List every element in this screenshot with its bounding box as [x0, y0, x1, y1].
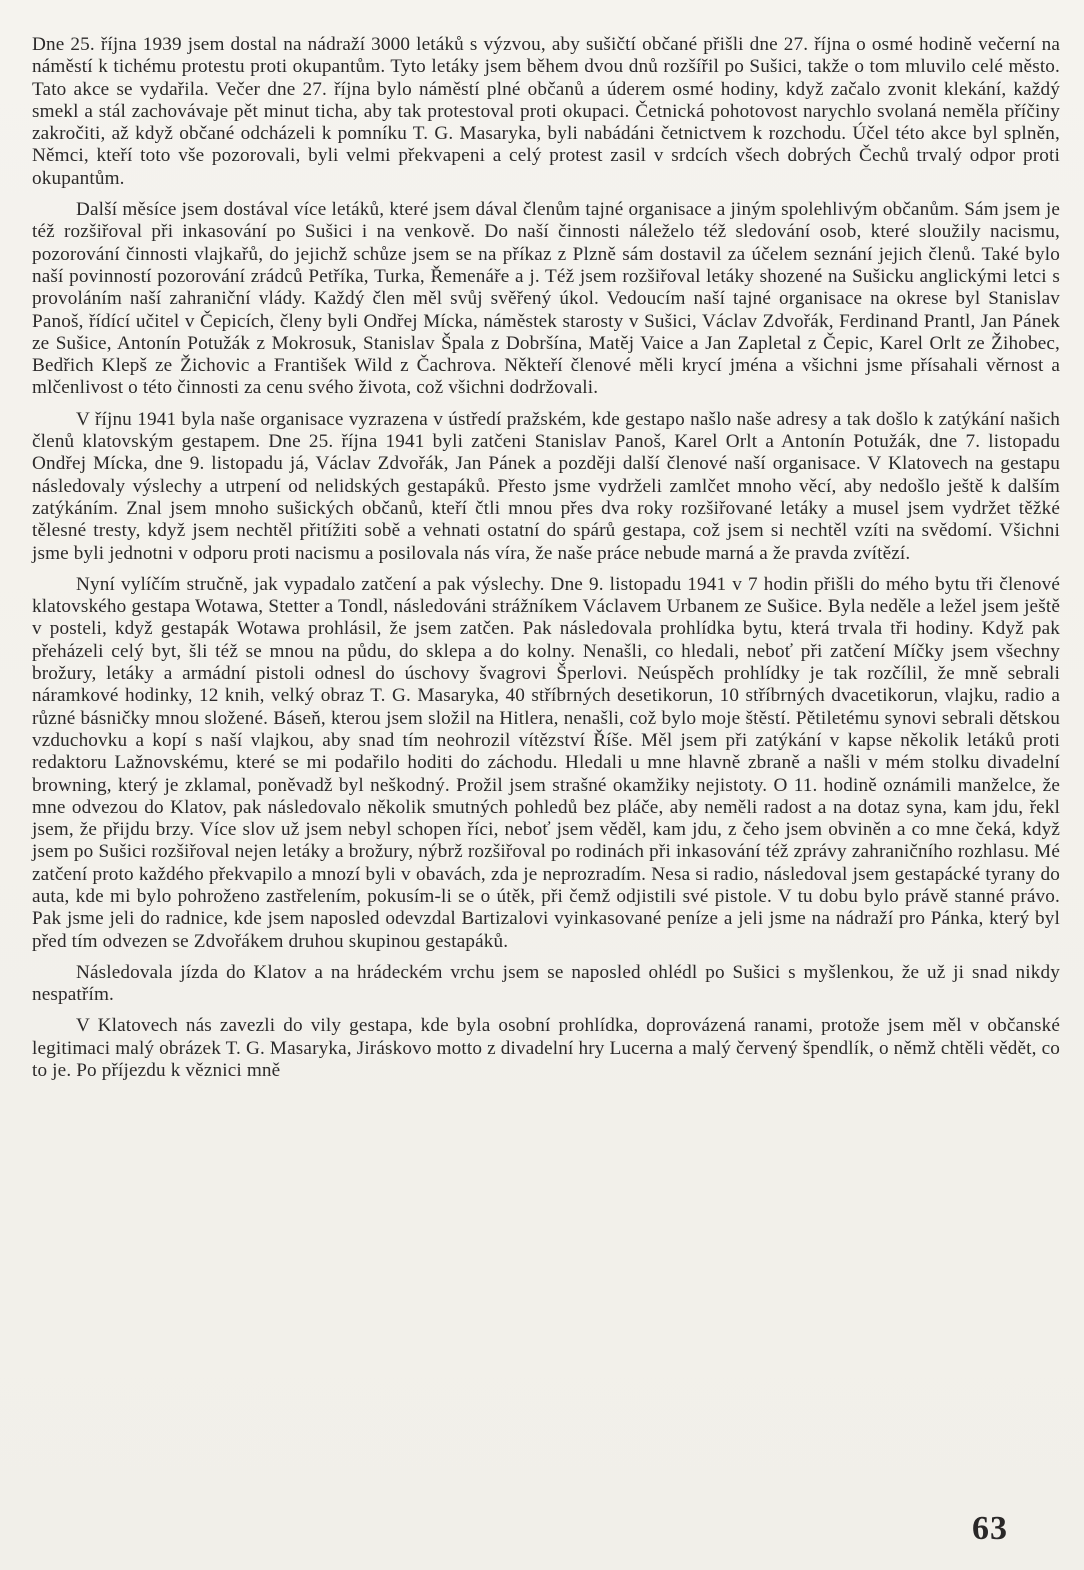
paragraph-3: V říjnu 1941 byla naše organisace vyzrazena v ústředí pražském, kde gestapo našlo naše adresy a tak došlo k zatýkání našich členů klatovským gestapem. Dne 25. října 1941 byli zatčeni Stanislav Panoš, Karel Orlt a Antonín Potužák, dne 7. listopadu Ondřej Mícka, dne 9. listopadu já, Václav Zdvořák, Jan Pánek a později další členové naší organisace. V Klatovech na gestapu následovaly výslechy a utrpení od nelidských gestapáků. Přesto jsme vydrželi zamlčet mnoho věcí, aby nedošlo ještě k dalším zatýkáním. Znal jsem mnoho sušických občanů, kteří čtli mnou přes dva roky rozšiřované letáky a musel jsem vydržet těžké tělesné tresty, když jsem nechtěl přitížiti sobě a vehnati ostatní do spárů gestapa, což jsem si nechtěl vzíti na svědomí. Všichni jsme byli jednotni v odporu proti nacismu a posilovala nás víra, že naše práce nebude marná a že pravda zvítězí.	[32, 408, 1060, 564]
paragraph-6: V Klatovech nás zavezli do vily gestapa, kde byla osobní prohlídka, doprovázená ranami, protože jsem měl v občanské legitimaci malý obrázek T. G. Masaryka, Jiráskovo motto z divadelní hry Lucerna a malý červený špendlík, o němž chtěli vědět, co to je. Po příjezdu k věznici mně	[32, 1015, 1060, 1082]
paragraph-5: Následovala jízda do Klatov a na hrádeckém vrchu jsem se naposled ohlédl po Sušici s myšlenkou, že už ji snad nikdy nespatřím.	[32, 961, 1060, 1006]
body-text	[32, 34, 1060, 1091]
paragraph-1: Dne 25. října 1939 jsem dostal na nádraží 3000 letáků s výzvou, aby sušičtí občané přišli dne 27. října o osmé hodině večerní na náměstí k tichému protestu proti okupantům. Tyto letáky jsem během dvou dnů rozšířil po Sušici, takže o tom mluvilo celé město. Tato akce se vydařila. Večer dne 27. října bylo náměstí plné občanů a úderem osmé hodiny, když začalo zvonit klekání, každý smekl a stál zachovávaje pět minut ticha, aby tak protestoval proti okupaci. Četnická pohotovost narychlo svolaná neměla příčiny zakročiti, až když občané odcházeli k pomníku T. G. Masaryka, byli nabádáni četnictvem k rozchodu. Účel této akce byl splněn, Němci, kteří toto vše pozorovali, byli velmi překvapeni a celý protest zasil v srdcích všech dobrých Čechů trvalý odpor proti okupantům.	[32, 34, 1060, 189]
paragraph-2: Další měsíce jsem dostával více letáků, které jsem dával členům tajné organisace a jiným spolehlivým občanům. Sám jsem je též rozšiřoval při inkasování po Sušici i na venkově. Do naší činnosti náleželo též sledování osob, které sloužily nacismu, pozorování činnosti vlajkařů, do jejichž schůze jsem se na příkaz z Plzně sám dostavil za účelem seznání jejich členů. Také bylo naší povinností pozorování zrádců Petříka, Turka, Řemenáře a j. Též jsem rozšiřoval letáky shozené na Sušicku anglickými letci s provoláním naší zahraniční vlády. Každý člen měl svůj svěřený úkol. Vedoucím naší tajné organisace na okrese byl Stanislav Panoš, řídící učitel v Čepicích, členy byli Ondřej Mícka, náměstek starosty v Sušici, Václav Zdvořák, Ferdinand Prantl, Jan Pánek ze Sušice, Antonín Potužák z Mokrosuk, Stanislav Špala z Dobršína, Matěj Vaice a Jan Zapletal z Čepic, Karel Orlt ze Žihobec, Bedřich Klepš ze Žichovic a František Wild z Čachrova. Někteří členové měli krycí jména a všichni jsme přísahali věrnost a mlčenlivost o této činnosti za cenu svého života, což všichni dodržovali.	[32, 199, 1060, 399]
page-number: 63	[972, 1510, 1008, 1547]
paragraph-4: Nyní vylíčím stručně, jak vypadalo zatčení a pak výslechy. Dne 9. listopadu 1941 v 7 hodin přišli do mého bytu tři členové klatovského gestapa Wotawa, Stetter a Tondl, následováni strážníkem Václavem Urbanem ze Sušice. Byla neděle a ležel jsem ještě v posteli, když gestapák Wotawa prohlásil, že jsem zatčen. Pak následovala prohlídka bytu, která trvala tři hodiny. Když pak přeházeli celý byt, šli též se mnou na půdu, do sklepa a do kolny. Nenašli, co hledali, neboť při zatčení Míčky jsem všechny brožury, letáky a armádní pistoli odnesl do úschovy švagrovi Šperlovi. Neúspěch prohlídky je tak rozčílil, že mně sebrali náramkové hodinky, 12 knih, velký obraz T. G. Masaryka, 40 stříbrných desetikorun, 10 stříbrných dvacetikorun, vlajku, radio a různé básničky mnou složené. Báseň, kterou jsem složil na Hitlera, nenašli, což bylo moje štěstí. Pětiletému synovi sebrali dětskou vzduchovku a kopí s naší vlajkou, aby snad tím neohrozil vítězství Říše. Měl jsem při zatýkání v kapse několik letáků proti redaktoru Lažnovskému, které se mi podařilo hoditi do záchodu. Hledali u mne hlavně zbraně a našli v mém stolku divadelní browning, který je zklamal, poněvadž byl neškodný. Prožil jsem strašné okamžiky nejistoty. O 11. hodině oznámili manželce, že mne odvezou do Klatov, pak následovalo několik smutných pohledů bez pláče, aby neměli radost a na dotaz syna, kam jdu, řekl jsem, že přijdu brzy. Více slov už jsem nebyl schopen říci, neboť jsem věděl, kam jdu, z čeho jsem obviněn a co mne čeká, když jsem po Sušici rozšiřoval nejen letáky a brožury, nýbrž rozšiřoval po rodinách při inkasování též zprávy zahraničního rozhlasu. Mé zatčení proto každého překvapilo a mnozí byli v obavách, zda je neprozradím. Nesa si radio, následoval jsem gestapácké tyrany do auta, kde mi bylo pohroženo zastřelením, pokusím-li se o útěk, při čemž odjistili své pistole. V tu dobu bylo právě stanné právo. Pak jsme jeli do radnice, kde jsem naposled odevzdal Bartizalovi vyinkasované peníze a jeli jsme na nádraží pro Pánka, který byl před tím odvezen se Zdvořákem druhou skupinou gestapáků.	[32, 573, 1060, 952]
